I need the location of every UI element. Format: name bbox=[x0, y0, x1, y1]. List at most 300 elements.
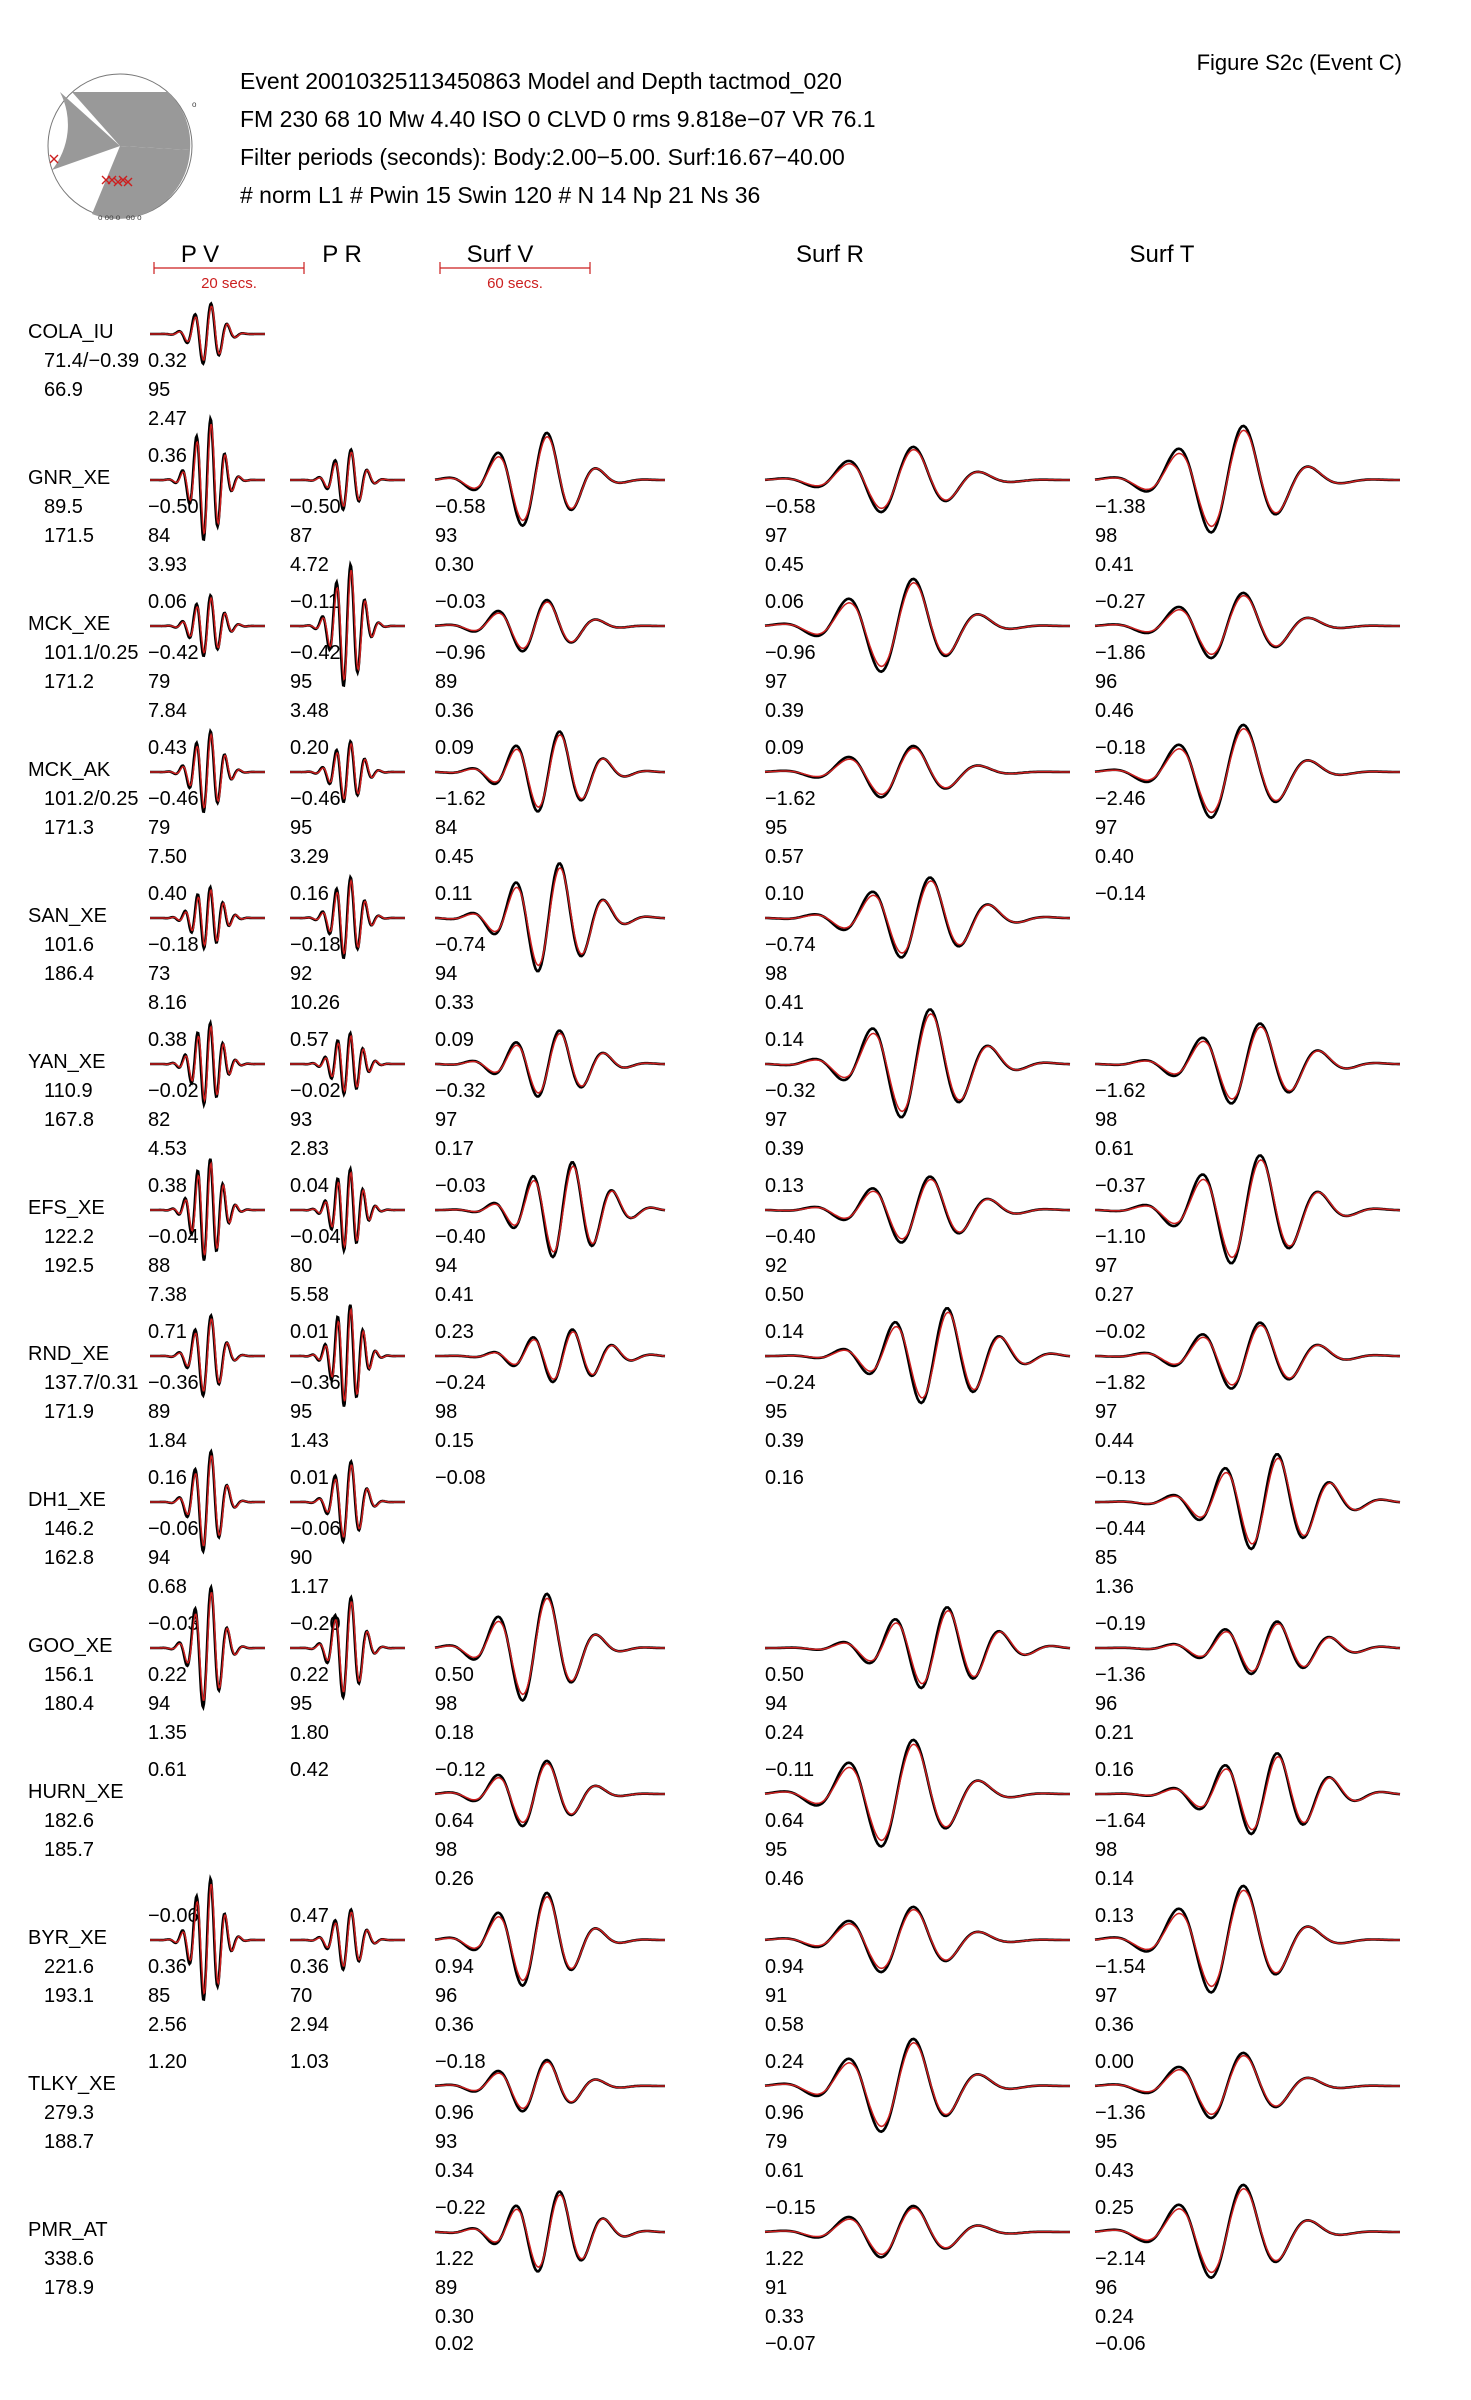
fit-value-sv: −1.62 bbox=[435, 788, 486, 810]
fit-shift-value: −0.14 bbox=[1095, 883, 1146, 905]
fit-value-pv: 85 bbox=[148, 1985, 171, 2007]
fit-value-sv: 1.22 bbox=[435, 2248, 474, 2270]
station-distance: 279.3 bbox=[44, 2102, 95, 2124]
fit-shift-value: 0.38 bbox=[148, 1175, 187, 1197]
fit-value-pr: −0.36 bbox=[290, 1372, 341, 1394]
fit-value-st: 96 bbox=[1095, 2277, 1118, 2299]
fit-value-pv: 88 bbox=[148, 1255, 171, 1277]
fit-value-sr: −1.62 bbox=[765, 788, 816, 810]
fit-shift-value: −0.11 bbox=[290, 591, 340, 613]
fit-value-pv: −0.42 bbox=[148, 642, 199, 664]
fit-value-pv: 4.53 bbox=[148, 1138, 187, 1160]
station-name: DH1_XE bbox=[28, 1489, 106, 1511]
fit-value-pv: 0.32 bbox=[148, 350, 187, 372]
station-row-YAN_XE bbox=[28, 1010, 1400, 1161]
station-row-EFS_XE bbox=[28, 1156, 1400, 1307]
fit-value-pr: 95 bbox=[290, 671, 313, 693]
fit-value-st: 0.41 bbox=[1095, 554, 1134, 576]
fit-shift-value: 0.24 bbox=[765, 2051, 804, 2073]
fit-value-pv: −0.36 bbox=[148, 1372, 199, 1394]
fit-value-st: 98 bbox=[1095, 525, 1118, 547]
fit-value-sv: −0.32 bbox=[435, 1080, 486, 1102]
station-row-SAN_XE bbox=[28, 864, 1146, 1015]
fit-value-pv: 2.47 bbox=[148, 408, 187, 430]
fit-value-st: −1.36 bbox=[1095, 2102, 1146, 2124]
observed-trace-sr bbox=[765, 1907, 1070, 1972]
fit-value-pv: −0.06 bbox=[148, 1518, 199, 1540]
fit-value-sv: 93 bbox=[435, 2131, 458, 2153]
synthetic-trace-sr bbox=[765, 1611, 1070, 1684]
fit-value-sv: 89 bbox=[435, 671, 458, 693]
observed-trace-sr bbox=[765, 1740, 1070, 1847]
fit-value-pr: 1.80 bbox=[290, 1722, 329, 1744]
fit-value-sr: 0.39 bbox=[765, 1138, 804, 1160]
fit-value-st: 98 bbox=[1095, 1109, 1118, 1131]
station-name: RND_XE bbox=[28, 1343, 110, 1365]
station-azimuth: 192.5 bbox=[44, 1255, 95, 1277]
observed-trace-sr bbox=[765, 2039, 1070, 2132]
station-row-DH1_XE bbox=[28, 1452, 1400, 1599]
fit-value-st: 96 bbox=[1095, 671, 1118, 693]
header-line-3: Filter periods (seconds): Body:2.00−5.00. Surf:16.67−40.00 bbox=[240, 144, 845, 170]
fit-shift-value: 0.25 bbox=[1095, 2197, 1134, 2219]
fit-value-st: −1.64 bbox=[1095, 1810, 1146, 1832]
fit-value-pr: −0.04 bbox=[290, 1226, 341, 1248]
station-name: BYR_XE bbox=[28, 1927, 107, 1949]
station-distance: 101.6 bbox=[44, 934, 95, 956]
fit-shift-value: −0.15 bbox=[765, 2197, 816, 2219]
fit-shift-value: 0.57 bbox=[290, 1029, 329, 1051]
fit-value-sv: 0.34 bbox=[435, 2160, 474, 2182]
fit-value-sr: 95 bbox=[765, 1401, 788, 1423]
fit-shift-value: 0.71 bbox=[148, 1321, 187, 1343]
fit-value-sv: 0.50 bbox=[435, 1664, 474, 1686]
fit-value-sr: −0.40 bbox=[765, 1226, 816, 1248]
fit-value-sr: 0.64 bbox=[765, 1810, 804, 1832]
station-name: MCK_XE bbox=[28, 613, 111, 635]
fit-value-sv: 0.33 bbox=[435, 992, 474, 1014]
fit-value-sr: 0.45 bbox=[765, 554, 804, 576]
fit-value-sv: −0.24 bbox=[435, 1372, 486, 1394]
fit-value-pr: −0.50 bbox=[290, 496, 341, 518]
fit-shift-value: −0.11 bbox=[765, 1759, 815, 1781]
fit-value-pv: 94 bbox=[148, 1693, 171, 1715]
fit-shift-value: 0.16 bbox=[1095, 1759, 1134, 1781]
fit-shift-value: 0.13 bbox=[765, 1175, 804, 1197]
fit-shift-value: −0.03 bbox=[435, 591, 486, 613]
station-azimuth: 167.8 bbox=[44, 1109, 95, 1131]
station-name: SAN_XE bbox=[28, 905, 107, 927]
station-row-RND_XE bbox=[28, 1305, 1400, 1452]
fit-value-st: −2.14 bbox=[1095, 2248, 1146, 2270]
station-azimuth: 66.9 bbox=[44, 379, 83, 401]
fit-value-sv: 0.41 bbox=[435, 1284, 474, 1306]
fit-value-st: 98 bbox=[1095, 1839, 1118, 1861]
fit-shift-value: 0.04 bbox=[290, 1175, 329, 1197]
station-name: TLKY_XE bbox=[28, 2073, 116, 2095]
fit-shift-value: −0.06 bbox=[1095, 2333, 1146, 2355]
fit-value-sr: 0.94 bbox=[765, 1956, 804, 1978]
fit-value-pr: 92 bbox=[290, 963, 313, 985]
body-scalebar-label: 20 secs. bbox=[201, 275, 257, 292]
station-azimuth: 178.9 bbox=[44, 2277, 95, 2299]
station-azimuth: 171.2 bbox=[44, 671, 95, 693]
fit-value-sv: 93 bbox=[435, 525, 458, 547]
fit-shift-value: 0.16 bbox=[148, 1467, 187, 1489]
fit-value-sr: 97 bbox=[765, 525, 788, 547]
figure-label: Figure S2c (Event C) bbox=[1196, 50, 1402, 75]
fit-value-sr: 94 bbox=[765, 1693, 788, 1715]
fit-value-st: −2.46 bbox=[1095, 788, 1146, 810]
fit-value-sv: 0.45 bbox=[435, 846, 474, 868]
column-header-4: Surf T bbox=[1129, 241, 1195, 268]
fit-value-st: −1.82 bbox=[1095, 1372, 1146, 1394]
fit-value-sv: 96 bbox=[435, 1985, 458, 2007]
fit-value-pr: 1.17 bbox=[290, 1576, 329, 1598]
fit-value-sv: 0.30 bbox=[435, 2306, 474, 2328]
fit-value-st: −0.44 bbox=[1095, 1518, 1146, 1540]
fit-shift-value: 1.20 bbox=[148, 2051, 187, 2073]
fit-value-sr: −0.58 bbox=[765, 496, 816, 518]
fit-shift-value: 0.11 bbox=[435, 883, 473, 905]
station-distance: 338.6 bbox=[44, 2248, 95, 2270]
station-name: YAN_XE bbox=[28, 1051, 106, 1073]
fit-value-pr: 90 bbox=[290, 1547, 313, 1569]
fit-value-pv: 84 bbox=[148, 525, 171, 547]
station-azimuth: 171.5 bbox=[44, 525, 95, 547]
fit-value-sr: 0.41 bbox=[765, 992, 804, 1014]
fit-value-pr: 95 bbox=[290, 817, 313, 839]
fit-value-pr: −0.02 bbox=[290, 1080, 341, 1102]
station-distance: 156.1 bbox=[44, 1664, 95, 1686]
fit-shift-value: −0.12 bbox=[435, 1759, 486, 1781]
station-row-BYR_XE bbox=[28, 1879, 1400, 2036]
fit-value-sr: 0.33 bbox=[765, 2306, 804, 2328]
fit-value-sv: 0.15 bbox=[435, 1430, 474, 1452]
fit-value-st: 97 bbox=[1095, 1985, 1118, 2007]
fit-value-sv: 0.17 bbox=[435, 1138, 474, 1160]
fit-value-pr: 4.72 bbox=[290, 554, 329, 576]
column-header-3: Surf R bbox=[795, 241, 865, 268]
fit-value-sv: −0.58 bbox=[435, 496, 486, 518]
fit-value-sv: 98 bbox=[435, 1839, 458, 1861]
fit-value-pr: −0.42 bbox=[290, 642, 341, 664]
station-rows bbox=[28, 304, 1400, 2355]
observed-trace-sr bbox=[765, 1607, 1070, 1688]
fit-value-pr: −0.06 bbox=[290, 1518, 341, 1540]
fit-value-st: 97 bbox=[1095, 1255, 1118, 1277]
fit-value-pr: 95 bbox=[290, 1401, 313, 1423]
station-row-PMR_AT bbox=[28, 2185, 1400, 2355]
fit-value-st: −1.54 bbox=[1095, 1956, 1146, 1978]
station-row-MCK_AK bbox=[28, 725, 1400, 868]
fit-value-sv: 0.18 bbox=[435, 1722, 474, 1744]
station-name: HURN_XE bbox=[28, 1781, 124, 1803]
fit-value-sr: 0.58 bbox=[765, 2014, 804, 2036]
fit-shift-value: 0.02 bbox=[435, 2333, 474, 2355]
fit-value-pv: 94 bbox=[148, 1547, 171, 1569]
station-distance: 101.1/0.25 bbox=[44, 642, 139, 664]
fit-shift-value: 0.01 bbox=[290, 1321, 329, 1343]
fit-value-sv: −0.96 bbox=[435, 642, 486, 664]
station-name: COLA_IU bbox=[28, 321, 114, 343]
station-distance: 221.6 bbox=[44, 1956, 95, 1978]
fit-value-pv: 95 bbox=[148, 379, 171, 401]
fit-value-sr: 0.39 bbox=[765, 1430, 804, 1452]
fit-value-sr: 0.50 bbox=[765, 1284, 804, 1306]
fit-value-sr: 92 bbox=[765, 1255, 788, 1277]
fit-value-st: −1.38 bbox=[1095, 496, 1146, 518]
station-azimuth: 186.4 bbox=[44, 963, 95, 985]
fit-shift-value: −0.08 bbox=[435, 1467, 486, 1489]
fit-value-sv: 0.36 bbox=[435, 700, 474, 722]
fit-value-st: 0.24 bbox=[1095, 2306, 1134, 2328]
fit-value-sv: 94 bbox=[435, 963, 458, 985]
fit-shift-value: 0.47 bbox=[290, 1905, 329, 1927]
fit-value-sv: 97 bbox=[435, 1109, 458, 1131]
fit-value-sr: 97 bbox=[765, 671, 788, 693]
fit-value-st: 85 bbox=[1095, 1547, 1118, 1569]
fit-shift-value: 0.61 bbox=[148, 1759, 187, 1781]
fit-value-sv: −0.40 bbox=[435, 1226, 486, 1248]
fit-value-st: −1.86 bbox=[1095, 642, 1146, 664]
fit-shift-value: 0.14 bbox=[765, 1321, 804, 1343]
fit-value-pr: 70 bbox=[290, 1985, 313, 2007]
station-distance: 110.9 bbox=[44, 1080, 93, 1102]
fit-value-pv: 0.36 bbox=[148, 1956, 187, 1978]
fit-value-pr: 87 bbox=[290, 525, 313, 547]
station-azimuth: 162.8 bbox=[44, 1547, 95, 1569]
fit-value-sv: 84 bbox=[435, 817, 458, 839]
fit-value-sr: 95 bbox=[765, 1839, 788, 1861]
fit-value-pv: 1.35 bbox=[148, 1722, 187, 1744]
svg-text:o oo o: o oo o bbox=[98, 213, 121, 222]
fit-value-pr: −0.18 bbox=[290, 934, 341, 956]
fit-value-sr: 0.57 bbox=[765, 846, 804, 868]
fit-value-sr: 97 bbox=[765, 1109, 788, 1131]
fit-value-pv: 2.56 bbox=[148, 2014, 187, 2036]
fit-value-sv: −0.74 bbox=[435, 934, 486, 956]
fit-shift-value: −0.27 bbox=[1095, 591, 1146, 613]
fit-value-st: 1.36 bbox=[1095, 1576, 1134, 1598]
fit-value-pv: 7.38 bbox=[148, 1284, 187, 1306]
station-row-TLKY_XE bbox=[28, 2039, 1400, 2182]
station-distance: 182.6 bbox=[44, 1810, 95, 1832]
fit-shift-value: −0.20 bbox=[290, 1613, 341, 1635]
fit-value-sr: 1.22 bbox=[765, 2248, 804, 2270]
fit-value-pv: 89 bbox=[148, 1401, 171, 1423]
station-distance: 89.5 bbox=[44, 496, 83, 518]
fit-value-sr: 0.24 bbox=[765, 1722, 804, 1744]
fit-value-pr: 3.48 bbox=[290, 700, 329, 722]
fit-value-pr: 5.58 bbox=[290, 1284, 329, 1306]
fit-value-st: 97 bbox=[1095, 1401, 1118, 1423]
fit-value-st: −1.36 bbox=[1095, 1664, 1146, 1686]
fit-shift-value: −0.22 bbox=[435, 2197, 486, 2219]
station-row-COLA_IU bbox=[28, 304, 265, 430]
fit-value-st: 97 bbox=[1095, 817, 1118, 839]
fit-value-sr: 91 bbox=[765, 1985, 788, 2007]
station-distance: 146.2 bbox=[44, 1518, 95, 1540]
fit-value-pv: −0.04 bbox=[148, 1226, 199, 1248]
fit-value-pr: −0.46 bbox=[290, 788, 341, 810]
fit-shift-value: 0.38 bbox=[148, 1029, 187, 1051]
station-azimuth: 185.7 bbox=[44, 1839, 95, 1861]
fit-value-sr: −0.24 bbox=[765, 1372, 816, 1394]
fit-value-pv: −0.50 bbox=[148, 496, 199, 518]
fit-value-sv: 0.26 bbox=[435, 1868, 474, 1890]
station-name: MCK_AK bbox=[28, 759, 111, 781]
column-header-0: P V bbox=[180, 241, 220, 268]
station-row-MCK_XE bbox=[28, 565, 1400, 722]
fit-value-sv: 0.30 bbox=[435, 554, 474, 576]
surf-scalebar-label: 60 secs. bbox=[487, 275, 543, 292]
fit-value-pv: 0.68 bbox=[148, 1576, 187, 1598]
fit-value-pv: −0.02 bbox=[148, 1080, 199, 1102]
fit-shift-value: −0.02 bbox=[1095, 1321, 1146, 1343]
fit-value-sv: 0.64 bbox=[435, 1810, 474, 1832]
fit-value-st: 96 bbox=[1095, 1693, 1118, 1715]
fit-shift-value: 0.13 bbox=[1095, 1905, 1134, 1927]
station-row-HURN_XE bbox=[28, 1740, 1400, 1890]
station-azimuth: 180.4 bbox=[44, 1693, 95, 1715]
fit-shift-value: 0.20 bbox=[290, 737, 329, 759]
fit-shift-value: 0.36 bbox=[148, 445, 187, 467]
fit-shift-value: 0.16 bbox=[765, 1467, 804, 1489]
beachball-focal-mechanism bbox=[48, 74, 197, 222]
fit-value-st: 0.40 bbox=[1095, 846, 1134, 868]
station-name: EFS_XE bbox=[28, 1197, 105, 1219]
fit-value-st: 0.44 bbox=[1095, 1430, 1134, 1452]
fit-value-sv: 0.36 bbox=[435, 2014, 474, 2036]
fit-shift-value: 0.09 bbox=[435, 1029, 474, 1051]
fit-value-sv: 94 bbox=[435, 1255, 458, 1277]
fit-value-pr: 2.83 bbox=[290, 1138, 329, 1160]
fit-shift-value: 0.40 bbox=[148, 883, 187, 905]
fit-shift-value: −0.18 bbox=[1095, 737, 1146, 759]
fit-shift-value: −0.07 bbox=[765, 2333, 816, 2355]
fit-shift-value: −0.18 bbox=[435, 2051, 486, 2073]
fit-shift-value: 0.06 bbox=[148, 591, 187, 613]
header-line-4: # norm L1 # Pwin 15 Swin 120 # N 14 Np 21 Ns 36 bbox=[240, 182, 761, 208]
fit-shift-value: 0.10 bbox=[765, 883, 804, 905]
fit-shift-value: 0.23 bbox=[435, 1321, 474, 1343]
fit-shift-value: 1.03 bbox=[290, 2051, 329, 2073]
svg-text:oo o: oo o bbox=[126, 213, 142, 222]
fit-value-pr: 0.36 bbox=[290, 1956, 329, 1978]
fit-value-sr: 0.61 bbox=[765, 2160, 804, 2182]
fit-value-st: 0.36 bbox=[1095, 2014, 1134, 2036]
fit-shift-value: 0.14 bbox=[765, 1029, 804, 1051]
fit-value-sr: 0.50 bbox=[765, 1664, 804, 1686]
svg-text:o: o bbox=[192, 100, 197, 109]
fit-value-st: −1.10 bbox=[1095, 1226, 1146, 1248]
fit-shift-value: 0.00 bbox=[1095, 2051, 1134, 2073]
fit-value-sr: 0.39 bbox=[765, 700, 804, 722]
synthetic-trace-sr bbox=[765, 2043, 1070, 2127]
fit-value-sr: 79 bbox=[765, 2131, 788, 2153]
fit-shift-value: 0.06 bbox=[765, 591, 804, 613]
fit-value-st: 0.61 bbox=[1095, 1138, 1134, 1160]
fit-value-sr: 95 bbox=[765, 817, 788, 839]
fit-value-sr: 98 bbox=[765, 963, 788, 985]
fit-value-st: −1.62 bbox=[1095, 1080, 1146, 1102]
fit-value-pv: 82 bbox=[148, 1109, 171, 1131]
fit-shift-value: −0.03 bbox=[435, 1175, 486, 1197]
station-row-GOO_XE bbox=[28, 1587, 1400, 1744]
fit-value-sv: 89 bbox=[435, 2277, 458, 2299]
fit-value-st: 0.14 bbox=[1095, 1868, 1134, 1890]
column-header-1: P R bbox=[322, 241, 362, 268]
station-azimuth: 188.7 bbox=[44, 2131, 95, 2153]
fit-shift-value: −0.37 bbox=[1095, 1175, 1146, 1197]
fit-shift-value: 0.01 bbox=[290, 1467, 329, 1489]
fit-value-pv: 79 bbox=[148, 671, 171, 693]
fit-value-sr: −0.32 bbox=[765, 1080, 816, 1102]
fit-value-pr: 80 bbox=[290, 1255, 313, 1277]
fit-value-pr: 0.22 bbox=[290, 1664, 329, 1686]
station-distance: 122.2 bbox=[44, 1226, 95, 1248]
fit-value-pv: 7.84 bbox=[148, 700, 187, 722]
fit-value-pv: −0.18 bbox=[148, 934, 199, 956]
column-header-2: Surf V bbox=[466, 241, 534, 268]
station-distance: 137.7/0.31 bbox=[44, 1372, 139, 1394]
body-scalebar bbox=[154, 262, 304, 292]
fit-value-st: 0.43 bbox=[1095, 2160, 1134, 2182]
fit-shift-value: 0.43 bbox=[148, 737, 187, 759]
fit-value-sr: 0.96 bbox=[765, 2102, 804, 2124]
fit-value-sv: 98 bbox=[435, 1693, 458, 1715]
fit-value-sv: 98 bbox=[435, 1401, 458, 1423]
column-headers bbox=[181, 241, 1195, 268]
fit-value-st: 0.21 bbox=[1095, 1722, 1134, 1744]
fit-value-pv: 3.93 bbox=[148, 554, 187, 576]
header-line-2: FM 230 68 10 Mw 4.40 ISO 0 CLVD 0 rms 9.818e−07 VR 76.1 bbox=[240, 106, 876, 132]
fit-shift-value: −0.03 bbox=[148, 1613, 199, 1635]
fit-value-sr: −0.96 bbox=[765, 642, 816, 664]
fit-value-sv: 0.94 bbox=[435, 1956, 474, 1978]
fit-value-pv: 79 bbox=[148, 817, 171, 839]
fit-shift-value: 0.09 bbox=[765, 737, 804, 759]
fit-value-sr: −0.74 bbox=[765, 934, 816, 956]
station-row-GNR_XE bbox=[28, 419, 1400, 576]
fit-value-pv: 1.84 bbox=[148, 1430, 187, 1452]
fit-value-pr: 1.43 bbox=[290, 1430, 329, 1452]
fit-value-pv: 8.16 bbox=[148, 992, 187, 1014]
station-azimuth: 171.9 bbox=[44, 1401, 95, 1423]
fit-value-sr: 0.46 bbox=[765, 1868, 804, 1890]
fit-value-pv: 7.50 bbox=[148, 846, 187, 868]
fit-value-sr: 91 bbox=[765, 2277, 788, 2299]
fit-value-st: 0.27 bbox=[1095, 1284, 1134, 1306]
fit-shift-value: 0.09 bbox=[435, 737, 474, 759]
fit-value-pr: 93 bbox=[290, 1109, 313, 1131]
fit-value-pr: 3.29 bbox=[290, 846, 329, 868]
header-line-1: Event 20010325113450863 Model and Depth tactmod_020 bbox=[240, 68, 842, 94]
fit-value-pv: 0.22 bbox=[148, 1664, 187, 1686]
fit-value-pv: 73 bbox=[148, 963, 171, 985]
fit-shift-value: 0.16 bbox=[290, 883, 329, 905]
station-azimuth: 193.1 bbox=[44, 1985, 95, 2007]
fit-shift-value: −0.06 bbox=[148, 1905, 199, 1927]
fit-value-pr: 10.26 bbox=[290, 992, 341, 1014]
synthetic-trace-sr bbox=[765, 1910, 1070, 1969]
fit-value-pr: 2.94 bbox=[290, 2014, 329, 2036]
fit-shift-value: 0.42 bbox=[290, 1759, 329, 1781]
station-azimuth: 171.3 bbox=[44, 817, 95, 839]
station-distance: 101.2/0.25 bbox=[44, 788, 139, 810]
fit-value-pv: −0.46 bbox=[148, 788, 199, 810]
